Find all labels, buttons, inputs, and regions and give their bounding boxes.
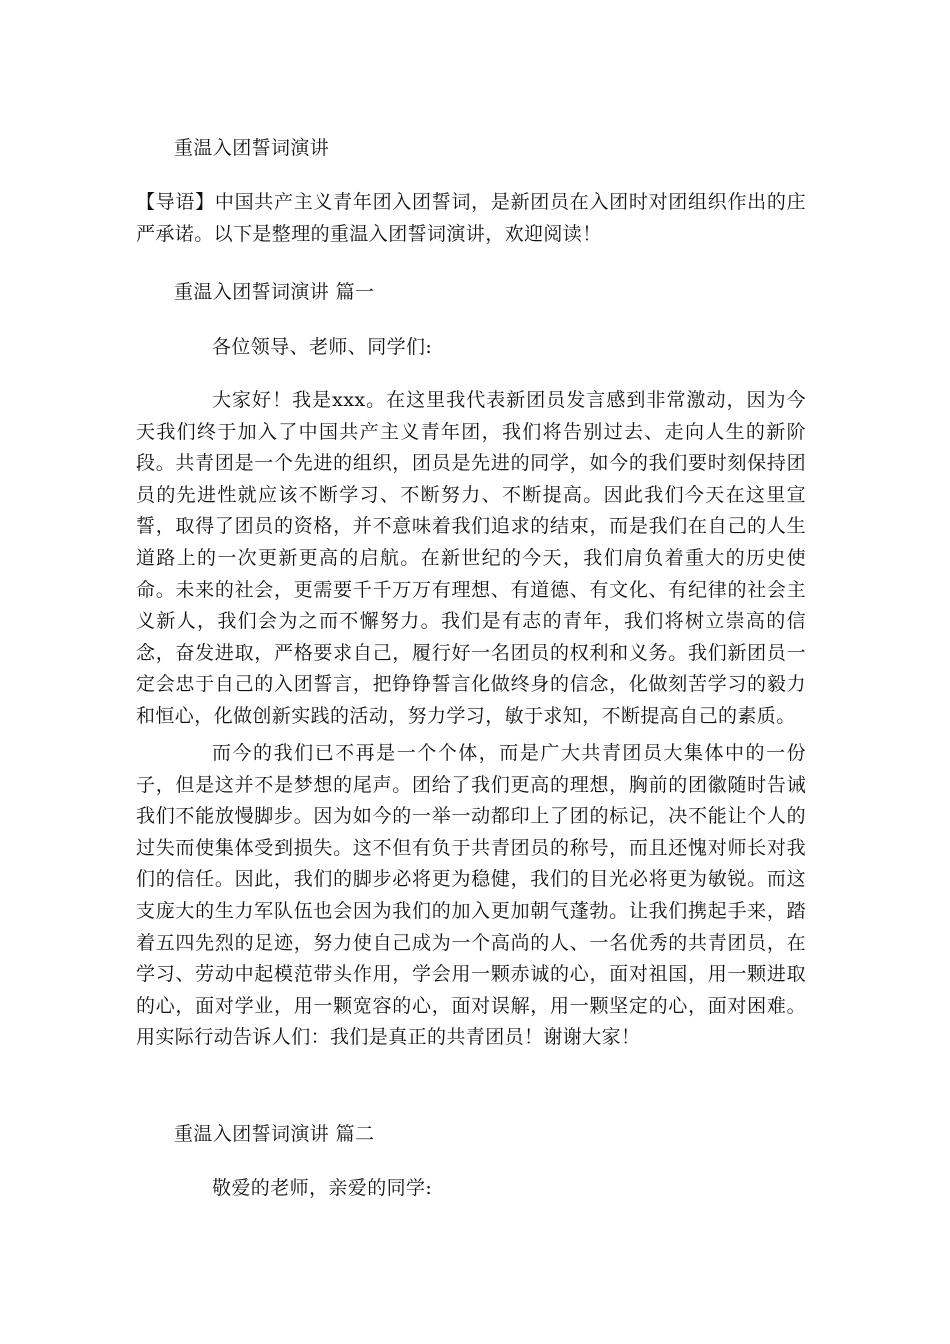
document-title: 重温入团誓词演讲 (174, 137, 330, 159)
greeting-1: 各位领导、老师、同学们: (212, 336, 433, 358)
section-heading-2: 重温入团誓词演讲 篇二 (174, 1123, 375, 1145)
greeting-2: 敬爱的老师，亲爱的同学: (212, 1177, 433, 1199)
section-heading-1: 重温入团誓词演讲 篇一 (174, 281, 375, 303)
body-paragraph-2: 而今的我们已不再是一个个体，而是广大共青团员大集体中的一份子，但是这并不是梦想的尾声。团给了我们更高的理想，胸前的团徽随时告诫我们不能放慢脚步。因为如今的一举一动都印上了团的标记，决不能让个人的过失而使集体受到损失。这不但有负于共青团员的称号，而且还愧对师长对我们的信任。因此，我们的脚步必将更为稳健，我们的目光必将更为敏锐。而这支庞大的生力军队伍也会因为我们的加入更加朝气蓬勃。让我们携起手来，踏着五四先烈的足迹，努力使自己成为一个高尚的人、一名优秀的共青团员，在学习、劳动中起模范带头作用，学会用一颗赤诚的心，面对祖国，用一颗进取的心，面对学业，用一颗宽容的心，面对误解，用一颗坚定的心，面对困难。用实际行动告诉人们：我们是真正的共青团员！谢谢大家！ (136, 742, 806, 1049)
intro-paragraph: 【导语】中国共产主义青年团入团誓词，是新团员在入团时对团组织作出的庄严承诺。以下是整理的重温入团誓词演讲，欢迎阅读！ (136, 191, 806, 245)
body-paragraph-1: 大家好！我是xxx。在这里我代表新团员发言感到非常激动，因为今天我们终于加入了中国共产主义青年团，我们将告别过去、走向人生的新阶段。共青团是一个先进的组织，团员是先进的同学，如今的我们要时刻保持团员的先进性就应该不断学习、不断努力、不断提高。因此我们今天在这里宣誓，取得了团员的资格，并不意味着我们追求的结束，而是我们在自己的人生道路上的一次更新更高的启航。在新世纪的今天，我们肩负着重大的历史使命。未来的社会，更需要千千万万有理想、有道德、有文化、有纪律的社会主义新人，我们会为之而不懈努力。我们是有志的青年，我们将树立崇高的信念，奋发进取，严格要求自己，履行好一名团员的权利和义务。我们新团员一定会忠于自己的入团誓言，把铮铮誓言化做终身的信念，化做刻苦学习的毅力和恒心，化做创新实践的活动，努力学习，敏于求知，不断提高自己的素质。 (136, 389, 806, 727)
